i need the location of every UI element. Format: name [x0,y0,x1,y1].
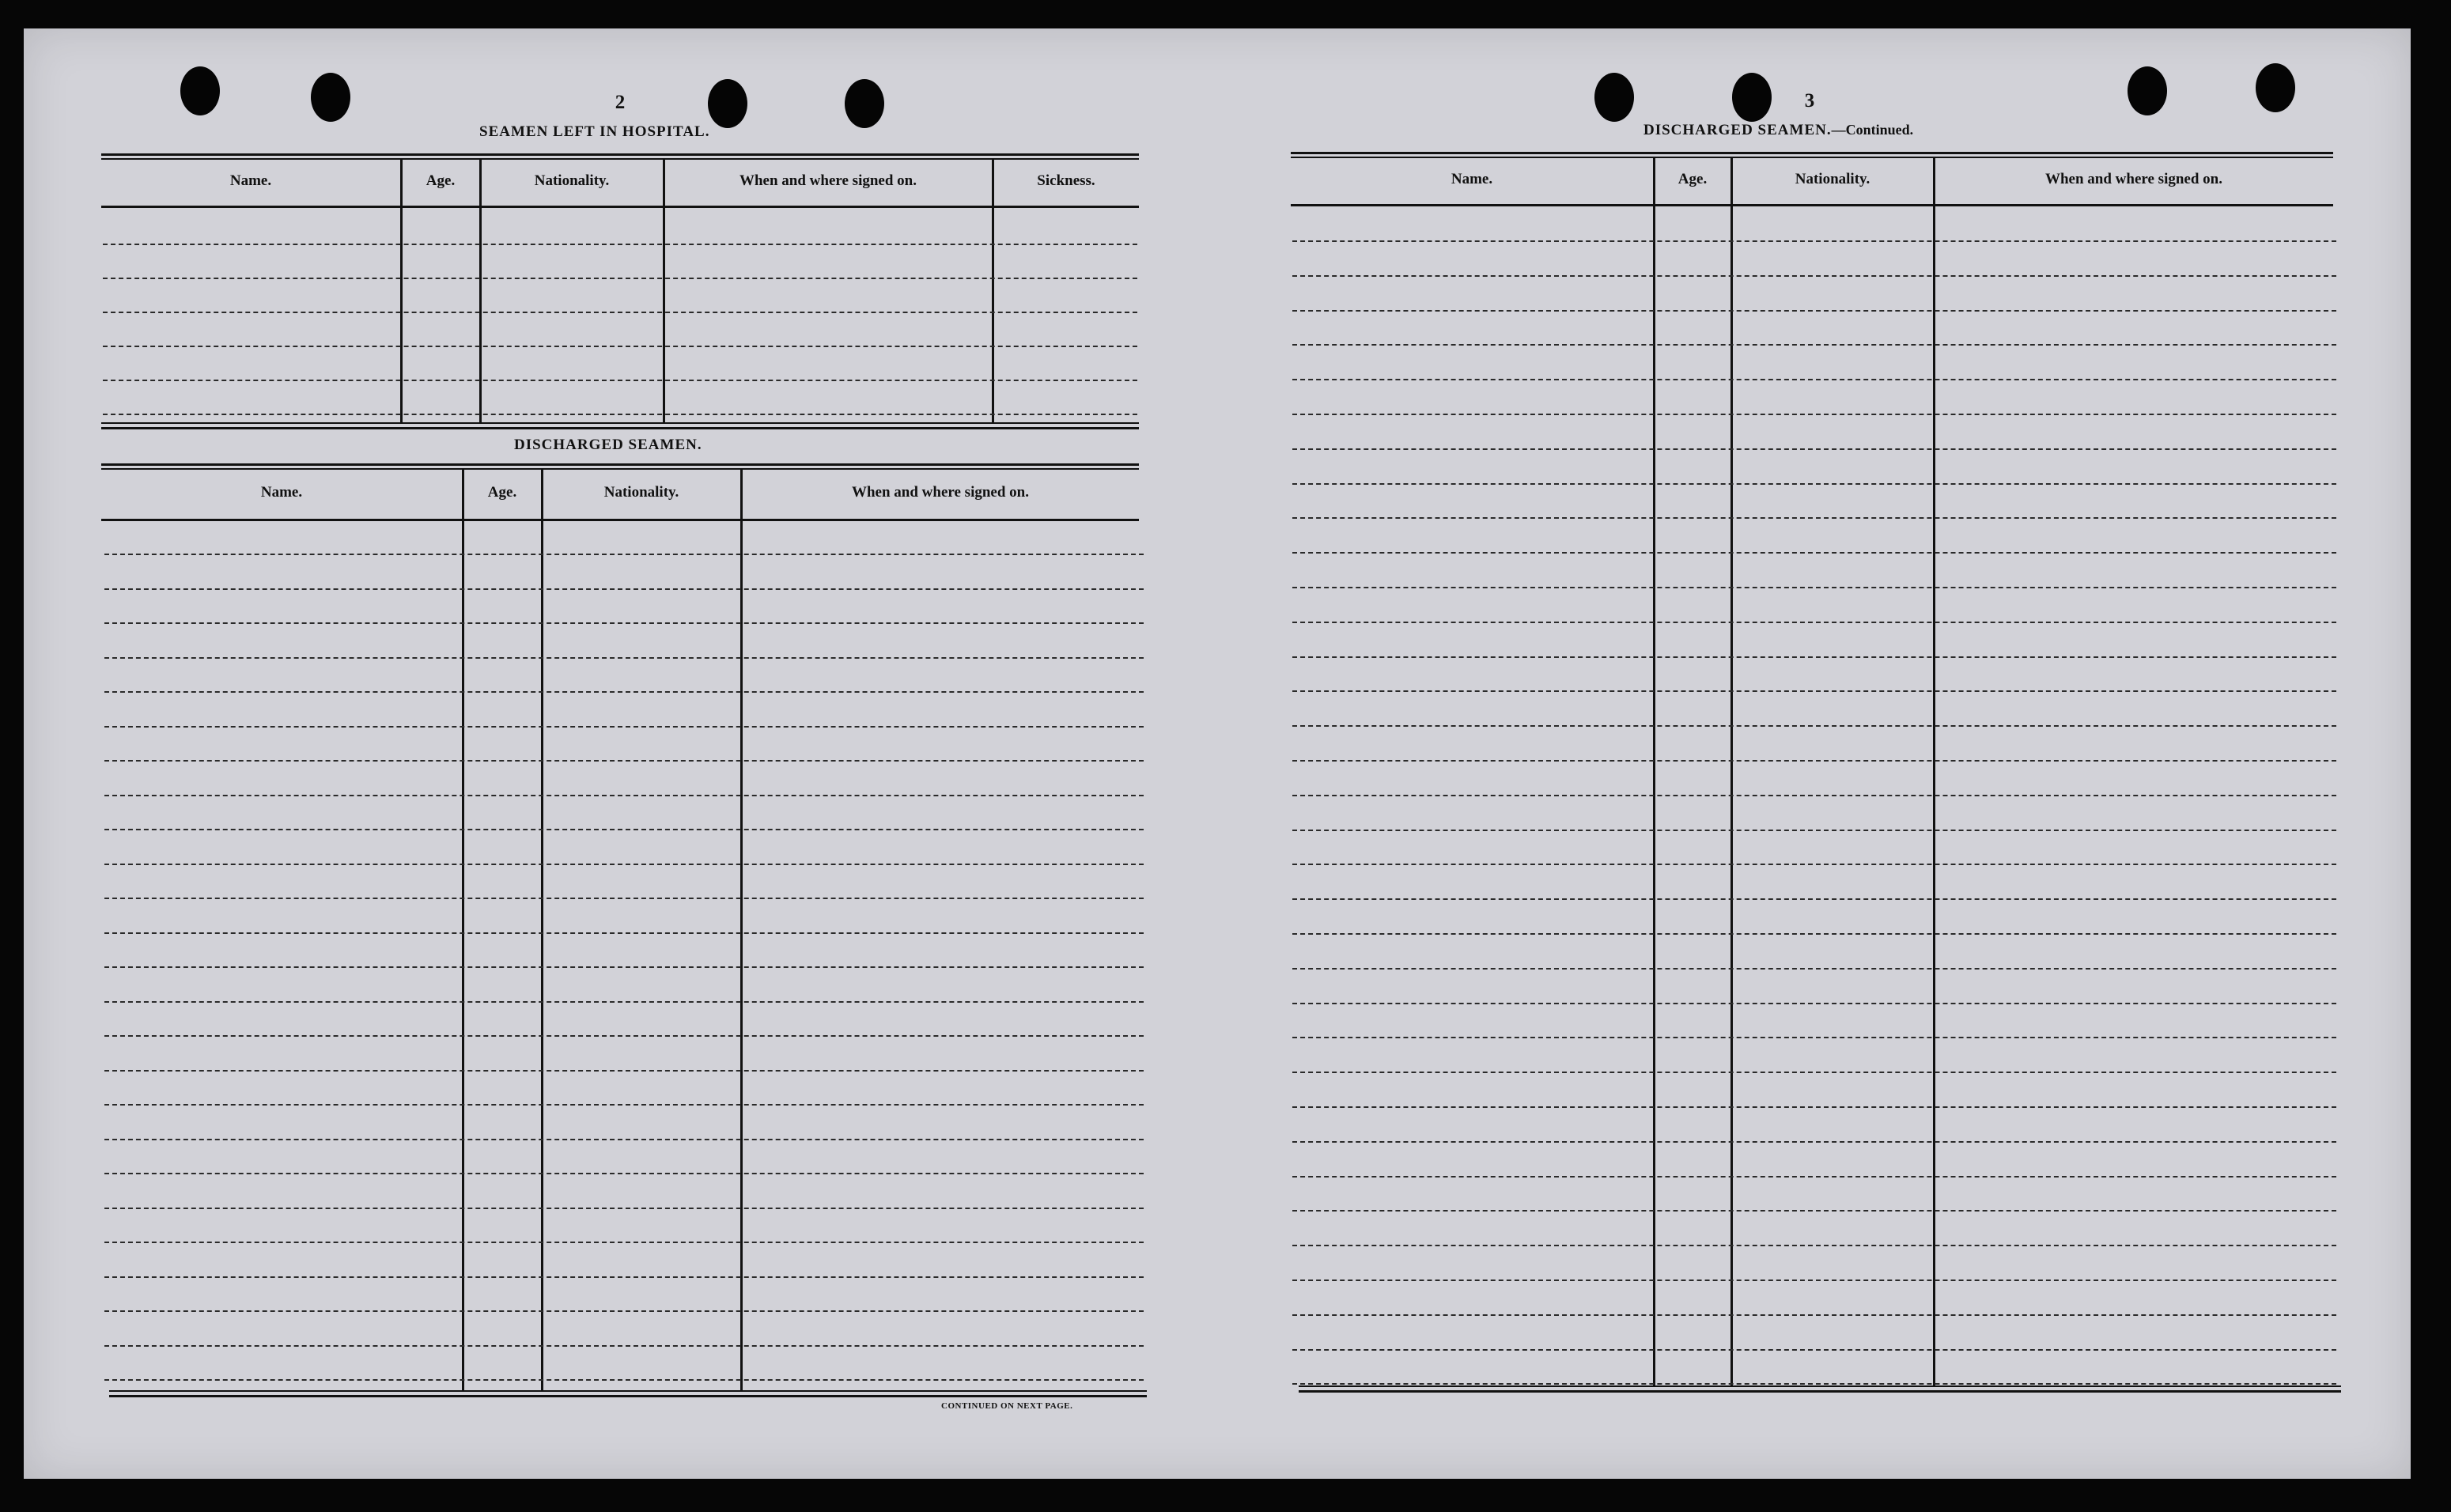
entry-line [1292,240,2336,242]
column-header-signed-on: When and where signed on. [739,172,917,189]
punch-hole [1594,73,1634,122]
punch-hole [180,66,220,115]
entry-line [104,588,1144,590]
entry-line [104,1276,1144,1278]
column-header-nationality: Nationality. [534,172,610,189]
entry-line [104,622,1144,624]
entry-line [103,414,1137,415]
column-divider [462,468,464,1392]
column-header-age: Age. [487,484,517,501]
entry-line [1292,483,2336,485]
column-header-signed-on: When and where signed on. [851,484,1029,501]
entry-line [104,932,1144,934]
column-divider [663,158,665,423]
entry-line [103,278,1137,279]
entry-line [1292,864,2336,865]
entry-line [104,1345,1144,1347]
right-section-title-suffix: —Continued. [1831,122,1914,138]
entry-line [1292,898,2336,900]
entry-line [1292,1106,2336,1108]
entry-line [1292,760,2336,762]
entry-line [1292,933,2336,935]
entry-line [103,380,1137,381]
column-divider [479,158,482,423]
column-header-nationality: Nationality. [603,484,679,501]
entry-line [104,1139,1144,1140]
punch-hole [845,79,884,128]
continued-note: CONTINUED ON NEXT PAGE. [941,1401,1073,1411]
column-header-nationality: Nationality. [1795,171,1870,187]
table-bottom-rule [109,1395,1147,1397]
entry-line [1292,656,2336,658]
table-bottom-rule [1299,1390,2341,1393]
entry-line [1292,1383,2336,1385]
page-number: 3 [1804,90,1815,112]
entry-line [104,829,1144,830]
entry-line [104,1001,1144,1003]
column-divider [1933,157,1935,1387]
form-sheet [24,28,2411,1479]
entry-line [1292,725,2336,727]
entry-line [104,1242,1144,1243]
entry-line [1292,1176,2336,1177]
entry-line [1292,1037,2336,1038]
table-top-rule [101,463,1139,466]
entry-line [1292,1280,2336,1281]
column-header-name: Name. [229,172,272,189]
punch-hole [708,79,747,128]
entry-line [1292,275,2336,277]
page-number: 2 [615,92,626,113]
column-divider [992,158,994,423]
right-section-title-text: DISCHARGED SEAMEN. [1643,122,1832,138]
right-section-title [1643,122,1913,139]
table-top-rule [1291,152,2333,154]
column-divider [740,468,743,1392]
entry-line [1292,1141,2336,1143]
entry-line [104,691,1144,693]
entry-line [1292,517,2336,519]
column-divider [1653,157,1655,1387]
column-divider [541,468,543,1392]
entry-line [1292,622,2336,623]
column-header-age: Age. [426,172,456,189]
entry-line [1292,1245,2336,1246]
column-header-name: Name. [260,484,303,501]
entry-line [1292,968,2336,970]
entry-line [1292,690,2336,692]
table-top-rule [101,158,1139,160]
entry-line [104,1379,1144,1381]
entry-line [104,657,1144,659]
entry-line [1292,830,2336,831]
entry-line [1292,552,2336,554]
column-divider [400,158,403,423]
entry-line [104,1035,1144,1037]
column-header-age: Age. [1677,171,1708,187]
entry-line [104,864,1144,865]
entry-line [1292,379,2336,380]
hospital-section-title: SEAMEN LEFT IN HOSPITAL. [479,123,710,140]
punch-hole [2128,66,2167,115]
entry-line [104,1104,1144,1106]
column-header-signed-on: When and where signed on. [2044,171,2222,187]
entry-line [1292,1349,2336,1351]
column-header-name: Name. [1451,171,1493,187]
entry-line [104,554,1144,555]
table-bottom-rule [1299,1385,2341,1387]
entry-line [1292,344,2336,346]
entry-line [1292,414,2336,415]
entry-line [1292,1210,2336,1211]
entry-line [104,1310,1144,1312]
entry-line [1292,587,2336,588]
table-top-rule [101,153,1139,156]
entry-line [1292,795,2336,796]
table-top-rule [101,468,1139,470]
entry-line [1292,1072,2336,1073]
entry-line [104,898,1144,899]
entry-line [1292,310,2336,312]
entry-line [1292,1314,2336,1316]
entry-line [1292,1003,2336,1004]
table-bottom-rule [109,1390,1147,1392]
entry-line [104,1173,1144,1174]
entry-line [104,760,1144,762]
punch-hole [2256,63,2295,112]
entry-line [104,726,1144,728]
column-header-sickness: Sickness. [1037,172,1095,189]
entry-line [104,966,1144,968]
entry-line [103,312,1137,313]
column-divider [1730,157,1733,1387]
entry-line [104,1070,1144,1072]
punch-hole [1732,73,1772,122]
entry-line [1292,448,2336,450]
header-bottom-rule [101,519,1139,521]
entry-line [104,1208,1144,1209]
discharged-section-title: DISCHARGED SEAMEN. [514,437,702,453]
table-bottom-rule [101,427,1139,429]
header-bottom-rule [1291,204,2333,206]
table-top-rule [1291,157,2333,158]
header-bottom-rule [101,206,1139,208]
table-bottom-rule [101,422,1139,424]
entry-line [104,795,1144,796]
entry-line [103,346,1137,347]
punch-hole [311,73,350,122]
entry-line [103,244,1137,245]
